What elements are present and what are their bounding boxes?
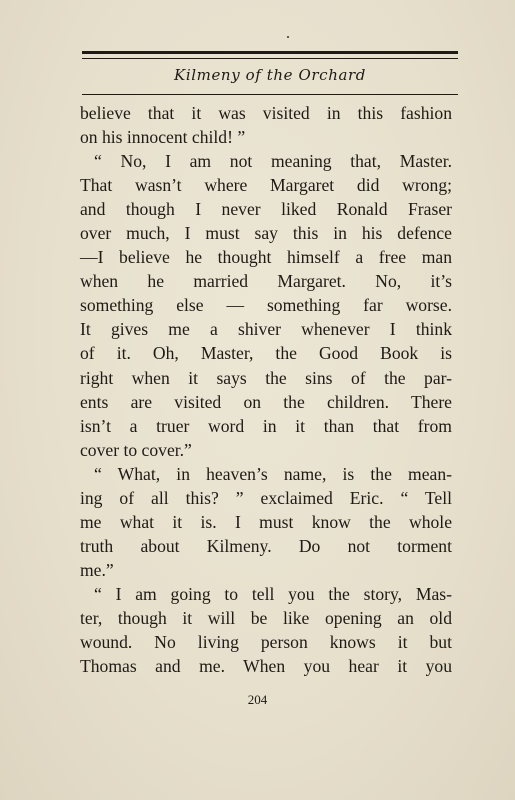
page-number: 204	[247, 692, 268, 707]
text-line: cover to cover.”	[80, 439, 192, 460]
header-rule-thick	[82, 51, 458, 54]
running-head: Kilmeny of the Orchard	[174, 66, 366, 84]
text-line: when he married Margaret. No, it’s	[80, 271, 452, 292]
text-line: and though I never liked Ronald Fraser	[80, 199, 452, 220]
text-line: of it. Oh, Master, the Good Book is	[80, 343, 452, 364]
header-rule-under	[82, 94, 458, 95]
text-line: It gives me a shiver whenever I think	[80, 319, 452, 340]
text-line: something else — something far worse.	[80, 295, 452, 316]
text-line: on his innocent child! ”	[80, 127, 246, 148]
text-line: right when it says the sins of the par-	[80, 367, 452, 388]
text-line: me what it is. I must know the whole	[80, 511, 452, 532]
text-line: “ No, I am not meaning that, Master.	[94, 151, 452, 172]
text-line: ter, though it will be like opening an old	[80, 607, 452, 628]
body-text	[80, 101, 452, 678]
text-line: “ I am going to tell you the story, Mas-	[94, 583, 452, 604]
text-line: ents are visited on the children. There	[80, 391, 452, 412]
text-line: That wasn’t where Margaret did wrong;	[80, 175, 452, 196]
text-line: truth about Kilmeny. Do not torment	[80, 535, 452, 556]
paper-speck	[287, 36, 289, 38]
header-rule-thin	[82, 58, 458, 59]
text-line: “ What, in heaven’s name, is the mean-	[94, 463, 452, 484]
text-line: believe that it was visited in this fashion	[80, 103, 452, 123]
text-line: me.”	[80, 559, 114, 580]
text-line: Thomas and me. When you hear it you	[80, 656, 452, 677]
text-line: —I believe he thought himself a free man	[80, 247, 452, 268]
text-line: isn’t a truer word in it than that from	[80, 415, 452, 436]
text-line: wound. No living person knows it but	[80, 632, 452, 653]
text-line: ing of all this? ” exclaimed Eric. “ Tell	[80, 487, 452, 508]
text-line: over much, I must say this in his defence	[80, 223, 452, 244]
